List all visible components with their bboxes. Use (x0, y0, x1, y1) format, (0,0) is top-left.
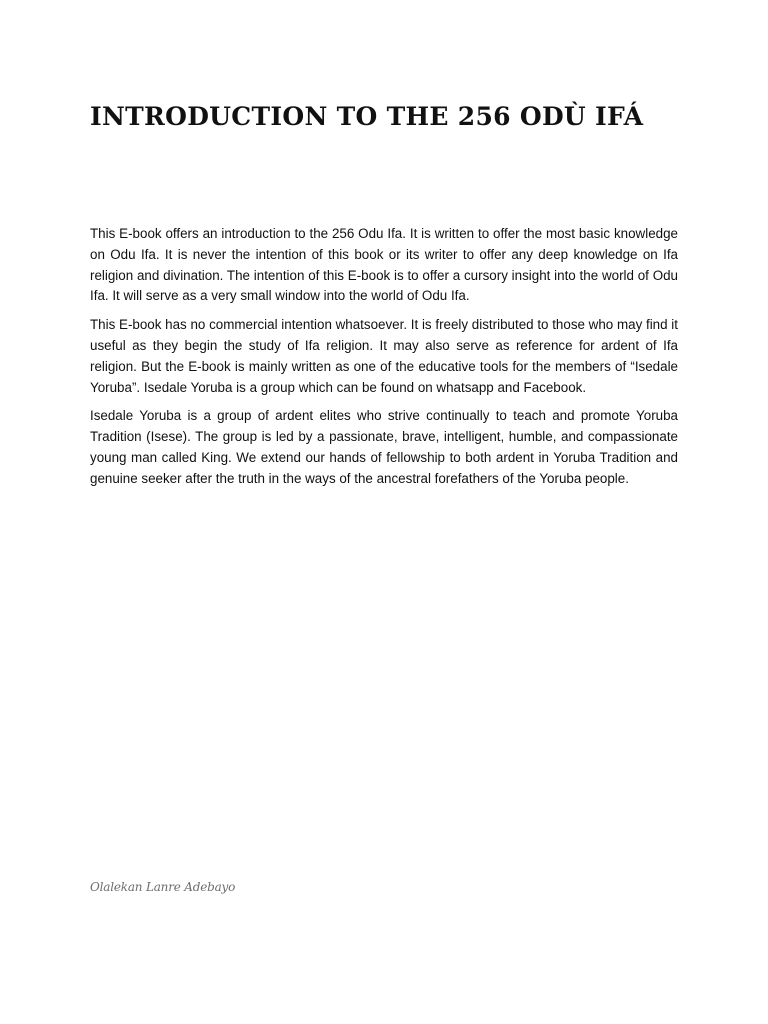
paragraph-intro: This E-book offers an introduction to the 256 Odu Ifa. It is written to offer the most basic knowledge on Odu Ifa. It is never the intention of this book or its writer to offer any deep knowledge on Ifa religion and divination. The intention of this E-book is to offer a cursory insight into the world of Odu Ifa. It will serve as a very small window into the world of Odu Ifa. (90, 226, 678, 304)
paragraph-distribution: This E-book has no commercial intention whatsoever. It is freely distributed to those who may find it useful as they begin the study of Ifa religion. It may also serve as reference for ardent of Ifa religion. But the E-book is mainly written as one of the educative tools for the members of “Isedale Yoruba”. Isedale Yoruba is a group which can be found on whatsapp and Facebook. (90, 317, 678, 395)
page-title: INTRODUCTION TO THE 256 ODÙ IFÁ (90, 102, 644, 131)
document-body (90, 224, 678, 498)
paragraph-group: Isedale Yoruba is a group of ardent elites who strive continually to teach and promote Yoruba Tradition (Isese). The group is led by a passionate, brave, intelligent, humble, and compassionate young man called King. We extend our hands of fellowship to both ardent in Yoruba Tradition and genuine seeker after the truth in the ways of the ancestral forefathers of the Yoruba people. (90, 408, 678, 486)
author-signature: Olalekan Lanre Adebayo (90, 880, 236, 894)
